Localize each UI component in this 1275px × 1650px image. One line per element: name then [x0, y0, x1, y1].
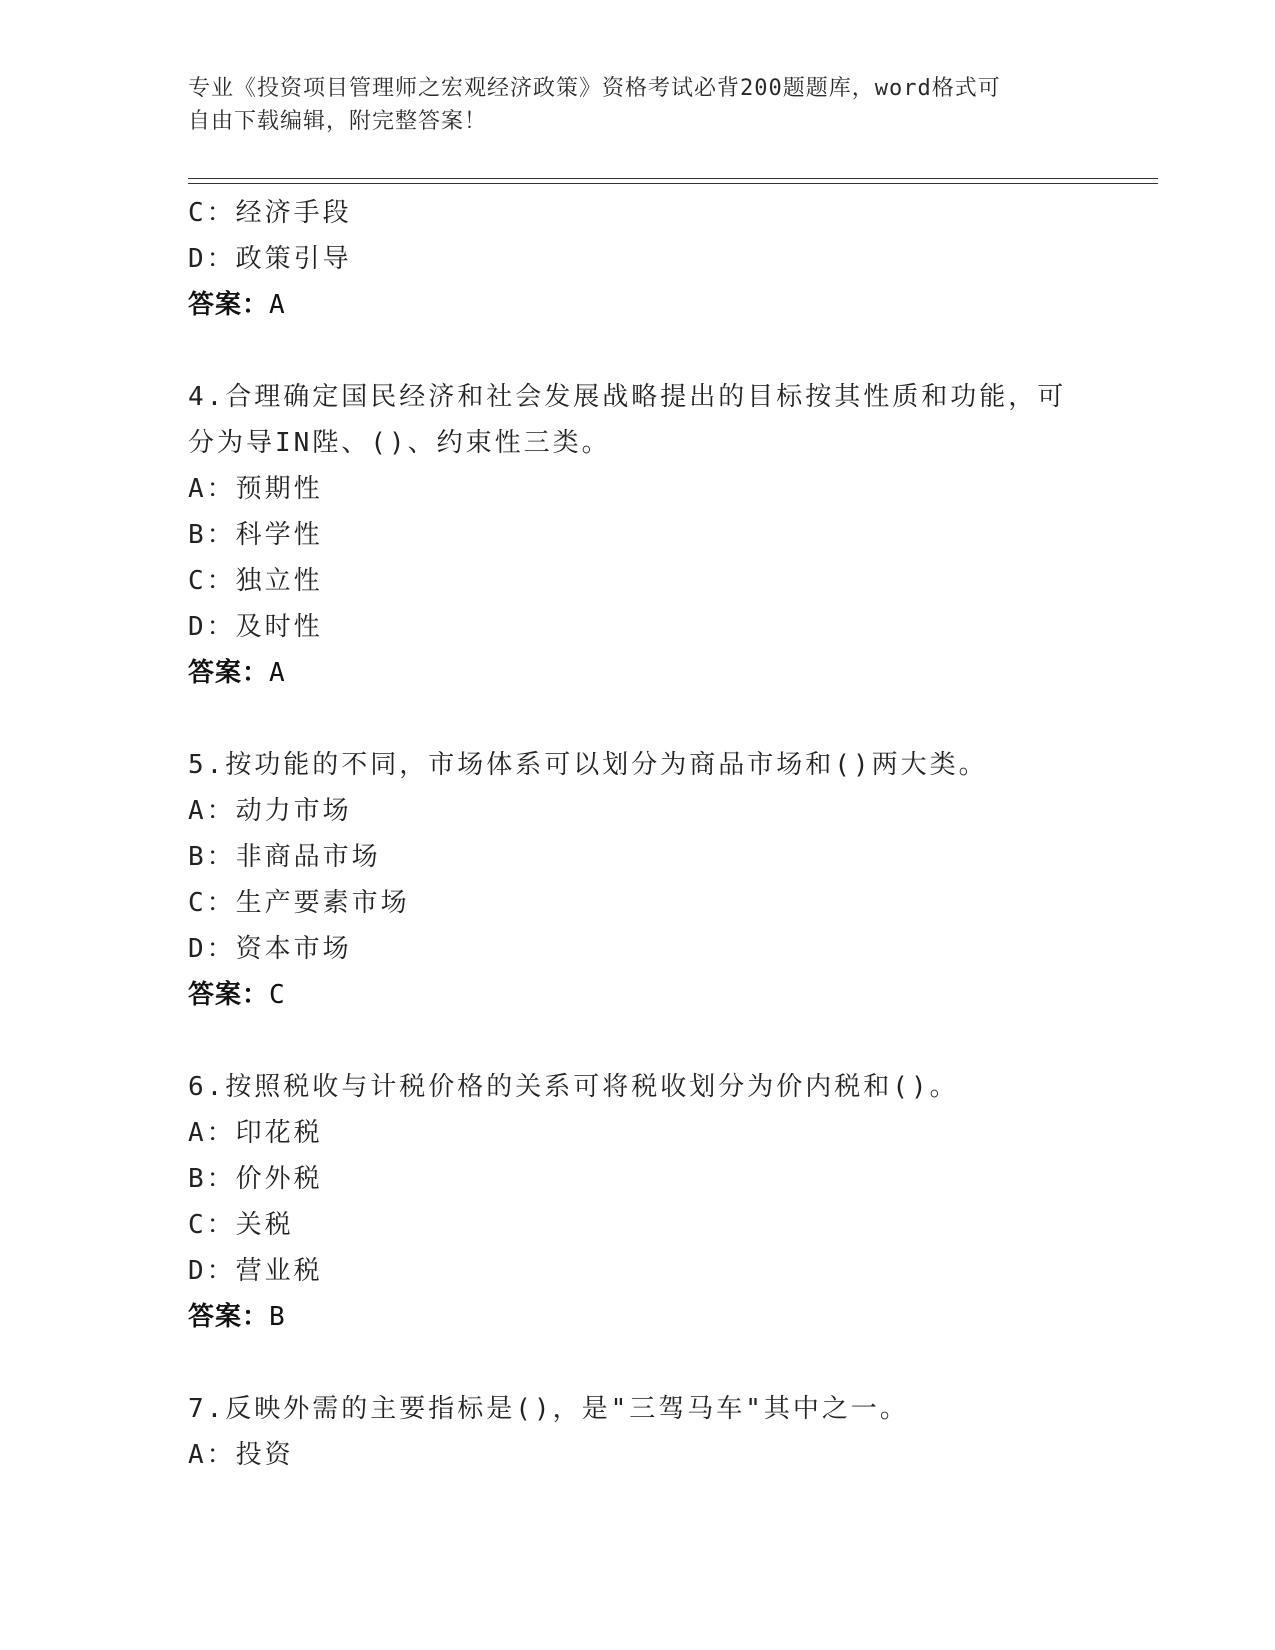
option-c: C：生产要素市场: [188, 888, 410, 918]
option-b: B：价外税: [188, 1164, 323, 1194]
option-d: D：资本市场: [188, 934, 352, 964]
question-gap: [188, 328, 1118, 374]
question-stem: 5.按功能的不同，市场体系可以划分为商品市场和()两大类。: [188, 750, 988, 780]
question-stem: 6.按照税收与计税价格的关系可将税收划分为价内税和()。: [188, 1072, 959, 1102]
question-gap: [188, 1018, 1118, 1064]
option-b: B：科学性: [188, 520, 323, 550]
option-a: A：预期性: [188, 474, 323, 504]
option-d: D：及时性: [188, 612, 323, 642]
answer-label: 答案：: [188, 980, 270, 1010]
answer-line: [188, 650, 1118, 696]
answer-line: [188, 972, 1118, 1018]
answer-label: 答案：: [188, 1302, 270, 1332]
answer-value: A: [269, 290, 286, 320]
answer-line: [188, 1294, 1118, 1340]
question-4: [188, 374, 1118, 696]
header-line-1: 专业《投资项目管理师之宏观经济政策》资格考试必背200题题库，word格式可: [188, 76, 1001, 101]
option-c: C：关税: [188, 1210, 294, 1240]
document-header: [188, 72, 1068, 138]
answer-label: 答案：: [188, 290, 270, 320]
header-divider-top: [188, 178, 1158, 179]
question-6: [188, 1064, 1118, 1340]
question-stem: 4.合理确定国民经济和社会发展战略提出的目标按其性质和功能，可: [188, 382, 1067, 412]
header-line-2: 自由下载编辑，附完整答案！: [188, 109, 488, 134]
option-a: A：印花税: [188, 1118, 323, 1148]
question-list: [188, 190, 1118, 1478]
question-gap: [188, 1340, 1118, 1386]
question-7: [188, 1386, 1118, 1478]
option-d: D：营业税: [188, 1256, 323, 1286]
question-stem: 7.反映外需的主要指标是()，是"三驾马车"其中之一。: [188, 1394, 909, 1424]
option-c: C：经济手段: [188, 198, 352, 228]
option-c: C：独立性: [188, 566, 323, 596]
header-divider-bottom: [188, 183, 1158, 184]
option-b: B：非商品市场: [188, 842, 381, 872]
question-stem-continued: 分为导IN陛、()、约束性三类。: [188, 428, 611, 458]
answer-line: [188, 282, 1118, 328]
answer-value: B: [269, 1302, 286, 1332]
option-a: A：投资: [188, 1440, 294, 1470]
answer-label: 答案：: [188, 658, 270, 688]
answer-value: A: [269, 658, 286, 688]
answer-value: C: [269, 980, 286, 1010]
option-d: D：政策引导: [188, 244, 352, 274]
option-a: A：动力市场: [188, 796, 352, 826]
question-gap: [188, 696, 1118, 742]
question-3-tail: [188, 190, 1118, 328]
question-5: [188, 742, 1118, 1018]
